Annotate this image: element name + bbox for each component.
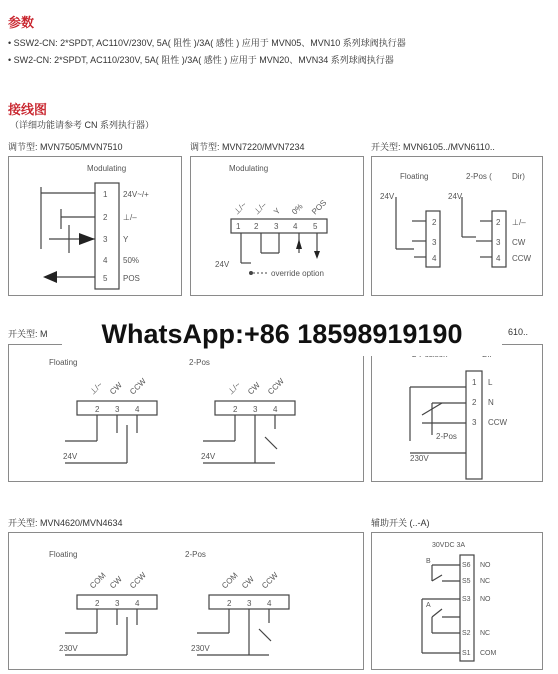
svg-text:4: 4 bbox=[135, 599, 140, 608]
svg-text:⊥/–: ⊥/– bbox=[123, 213, 137, 222]
svg-text:Dir): Dir) bbox=[512, 172, 525, 181]
svg-text:1: 1 bbox=[472, 378, 477, 387]
diagram-row2-right bbox=[371, 344, 543, 482]
arrow-left-icon bbox=[43, 271, 57, 283]
svg-text:4: 4 bbox=[103, 256, 108, 265]
svg-text:CW: CW bbox=[108, 380, 124, 397]
svg-text:S1: S1 bbox=[462, 650, 471, 657]
svg-text:24V~/+: 24V~/+ bbox=[123, 190, 149, 199]
svg-text:2: 2 bbox=[432, 218, 437, 227]
caption-row2-right: 610.. bbox=[508, 327, 529, 337]
svg-text:3: 3 bbox=[115, 405, 120, 414]
svg-text:2: 2 bbox=[103, 213, 108, 222]
svg-text:POS: POS bbox=[123, 274, 140, 283]
svg-text:NO: NO bbox=[480, 562, 491, 569]
svg-text:4: 4 bbox=[432, 254, 437, 263]
svg-text:CCW: CCW bbox=[128, 376, 148, 397]
svg-text:CCW: CCW bbox=[260, 570, 280, 591]
svg-text:4: 4 bbox=[496, 254, 501, 263]
svg-text:B: B bbox=[426, 558, 431, 565]
svg-text:4: 4 bbox=[293, 222, 298, 231]
svg-text:3: 3 bbox=[432, 238, 437, 247]
caption-mvn7220: 调节型: MVN7220/MVN7234 bbox=[190, 142, 305, 152]
svg-text:CCW: CCW bbox=[512, 254, 532, 263]
svg-text:⊥/~: ⊥/~ bbox=[232, 200, 249, 217]
svg-text:CW: CW bbox=[246, 380, 262, 397]
svg-text:NC: NC bbox=[480, 630, 491, 637]
svg-text:override option: override option bbox=[271, 269, 324, 278]
svg-text:⊥/~: ⊥/~ bbox=[226, 380, 243, 397]
svg-text:24V: 24V bbox=[380, 192, 395, 201]
svg-text:230V: 230V bbox=[59, 644, 78, 653]
floating-label: Floating bbox=[400, 172, 429, 181]
svg-text:3: 3 bbox=[253, 405, 258, 414]
svg-text:2: 2 bbox=[254, 222, 259, 231]
svg-text:⊥/~: ⊥/~ bbox=[88, 380, 105, 397]
svg-text:3: 3 bbox=[274, 222, 279, 231]
svg-text:⊥/–: ⊥/– bbox=[252, 200, 269, 217]
svg-text:2-Pos (: 2-Pos ( bbox=[466, 172, 492, 181]
svg-text:CW: CW bbox=[512, 238, 526, 247]
svg-text:3: 3 bbox=[103, 235, 108, 244]
svg-text:0%: 0% bbox=[290, 201, 305, 217]
svg-text:2: 2 bbox=[227, 599, 232, 608]
caption-aux-switch: 辅助开关 (..-A) bbox=[371, 518, 430, 528]
diagram-mvn4620 bbox=[8, 532, 364, 670]
svg-text:5: 5 bbox=[103, 274, 108, 283]
svg-text:4: 4 bbox=[135, 405, 140, 414]
svg-text:2-Pos: 2-Pos bbox=[436, 432, 457, 441]
svg-text:S5: S5 bbox=[462, 578, 471, 585]
wiring-title: 接线图 bbox=[8, 102, 48, 117]
caption-mvn7505: 调节型: MVN7505/MVN7510 bbox=[8, 142, 123, 152]
svg-text:S3: S3 bbox=[462, 596, 471, 603]
svg-text:230V: 230V bbox=[191, 644, 210, 653]
diagram-mvn6105 bbox=[371, 156, 543, 296]
svg-text:2: 2 bbox=[95, 599, 100, 608]
svg-text:24V: 24V bbox=[63, 452, 78, 461]
svg-text:4: 4 bbox=[273, 405, 278, 414]
mode-label: Modulating bbox=[87, 164, 127, 173]
svg-text:Y: Y bbox=[123, 235, 129, 244]
svg-text:S2: S2 bbox=[462, 630, 471, 637]
svg-text:CCW: CCW bbox=[488, 418, 508, 427]
diagram-aux-switch bbox=[371, 532, 543, 670]
svg-text:2-Pos: 2-Pos bbox=[189, 358, 210, 367]
svg-text:NC: NC bbox=[480, 578, 491, 585]
wiring-subtitle: （详细功能请参考 CN 系列执行器） bbox=[10, 120, 155, 130]
arrow-right-icon bbox=[79, 233, 95, 245]
diagram-mvn7220 bbox=[190, 156, 364, 296]
svg-text:1: 1 bbox=[236, 222, 241, 231]
svg-text:A: A bbox=[426, 602, 431, 609]
svg-text:COM: COM bbox=[220, 570, 240, 591]
mode-label: Modulating bbox=[229, 164, 269, 173]
caption-mvn4620: 开关型: MVN4620/MVN4634 bbox=[8, 518, 123, 528]
diagram-row2-left bbox=[8, 344, 364, 482]
arrow-down-icon bbox=[314, 251, 320, 259]
svg-text:230V: 230V bbox=[410, 454, 429, 463]
svg-text:L: L bbox=[488, 378, 493, 387]
caption-row2-left: 开关型: M bbox=[8, 329, 48, 339]
caption-mvn6105: 开关型: MVN6105../MVN6110.. bbox=[371, 142, 495, 152]
diagram-mvn7505 bbox=[8, 156, 182, 296]
svg-text:30VDC 3A: 30VDC 3A bbox=[432, 542, 466, 549]
svg-text:24V: 24V bbox=[201, 452, 216, 461]
svg-text:POS: POS bbox=[310, 198, 329, 217]
svg-text:S6: S6 bbox=[462, 562, 471, 569]
svg-text:3: 3 bbox=[115, 599, 120, 608]
svg-text:Y: Y bbox=[272, 206, 283, 217]
svg-text:50%: 50% bbox=[123, 256, 140, 265]
arrow-up-icon bbox=[296, 239, 302, 249]
svg-text:CCW: CCW bbox=[266, 376, 286, 397]
svg-text:3: 3 bbox=[247, 599, 252, 608]
svg-text:3: 3 bbox=[496, 238, 501, 247]
svg-text:24V: 24V bbox=[215, 260, 230, 269]
svg-text:⊥/–: ⊥/– bbox=[512, 218, 526, 227]
svg-text:2: 2 bbox=[233, 405, 238, 414]
floating-label: Floating bbox=[49, 550, 78, 559]
svg-text:24V: 24V bbox=[448, 192, 463, 201]
whatsapp-watermark: WhatsApp:+86 18598919190 bbox=[62, 312, 502, 356]
svg-text:CCW: CCW bbox=[128, 570, 148, 591]
svg-text:5: 5 bbox=[313, 222, 318, 231]
svg-text:NO: NO bbox=[480, 596, 491, 603]
svg-text:COM: COM bbox=[480, 650, 497, 657]
svg-text:COM: COM bbox=[88, 570, 108, 591]
svg-text:CW: CW bbox=[240, 574, 256, 591]
svg-text:4: 4 bbox=[267, 599, 272, 608]
svg-text:3: 3 bbox=[472, 418, 477, 427]
params-title: 参数 bbox=[8, 15, 35, 30]
svg-text:2: 2 bbox=[496, 218, 501, 227]
params-line-1: • SSW2-CN: 2*SPDT, AC110V/230V, 5A( 阻性 )/3A( 感性 ) 应用于 MVN05、MVN10 系列球阀执行器 bbox=[8, 38, 406, 48]
svg-text:2-Pos: 2-Pos bbox=[185, 550, 206, 559]
svg-text:1: 1 bbox=[103, 190, 108, 199]
svg-text:CW: CW bbox=[108, 574, 124, 591]
floating-label: Floating bbox=[49, 358, 78, 367]
params-line-2: • SW2-CN: 2*SPDT, AC110/230V, 5A( 阻性 )/3A( 感性 ) 应用于 MVN20、MVN34 系列球阀执行器 bbox=[8, 55, 394, 65]
svg-text:2: 2 bbox=[472, 398, 477, 407]
svg-text:N: N bbox=[488, 398, 494, 407]
svg-text:2: 2 bbox=[95, 405, 100, 414]
